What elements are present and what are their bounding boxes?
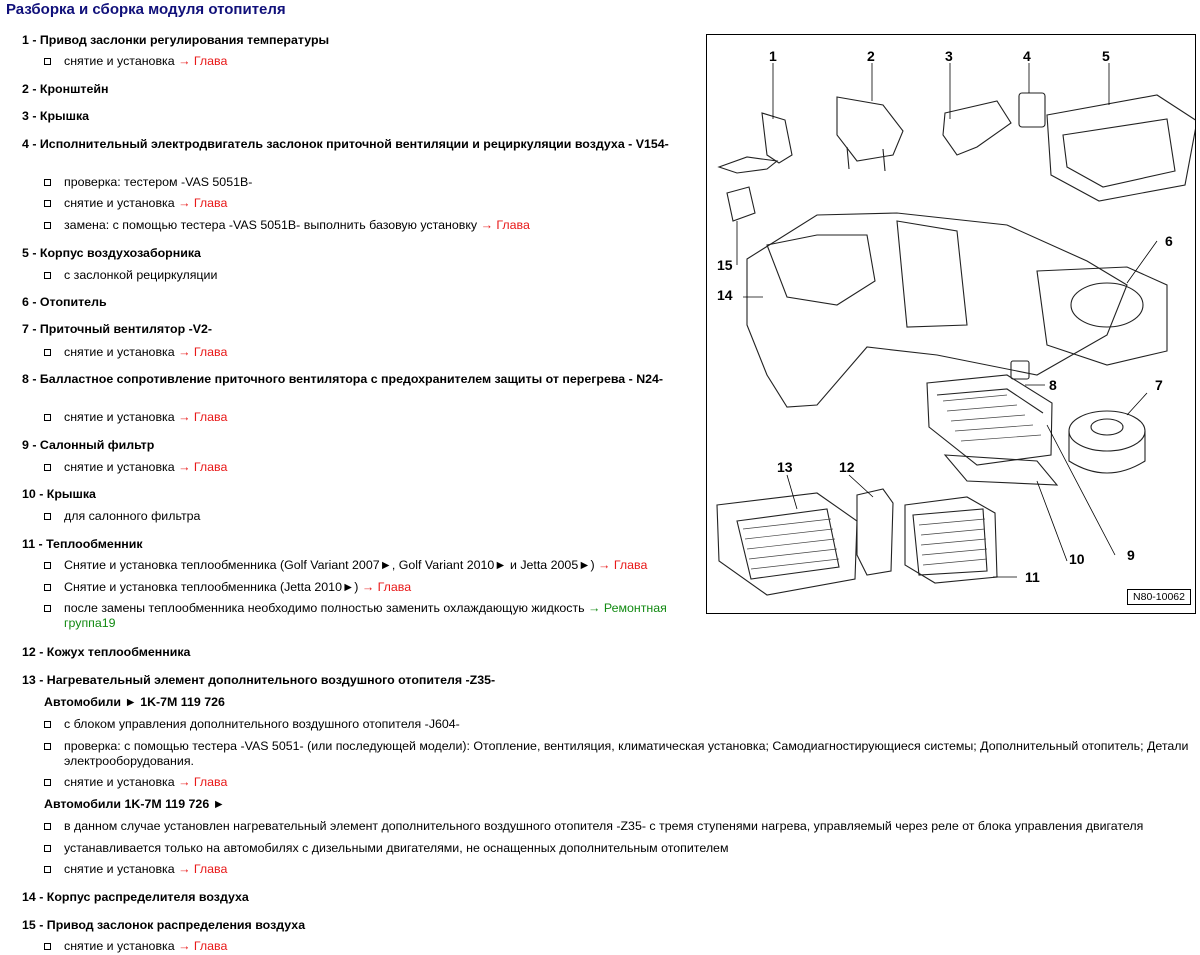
bullet-square-icon xyxy=(44,414,51,421)
bullet-square-icon xyxy=(44,222,51,229)
chapter-link[interactable]: → Глава xyxy=(361,580,412,594)
item-3: 3 - Крышка xyxy=(22,109,90,123)
heater-module-drawing xyxy=(707,35,1195,613)
item-14: 14 - Корпус распределителя воздуха xyxy=(22,890,249,904)
item-10: 10 - Крышка xyxy=(22,487,96,501)
item-9: 9 - Салонный фильтр xyxy=(22,438,155,452)
vehicle-range-before: Автомобили ► 1K-7M 119 726 xyxy=(44,695,225,709)
bullet-square-icon xyxy=(44,866,51,873)
bullet-square-icon xyxy=(44,272,51,279)
callout-3: 3 xyxy=(945,48,953,64)
chapter-link[interactable]: → Глава xyxy=(178,54,228,68)
callout-2: 2 xyxy=(867,48,875,64)
callout-13: 13 xyxy=(777,459,793,475)
item-7: 7 - Приточный вентилятор -V2- xyxy=(22,322,212,336)
bullet-square-icon xyxy=(44,200,51,207)
bullet-square-icon xyxy=(44,743,51,750)
exploded-view-figure xyxy=(706,34,1196,614)
chapter-link[interactable]: → Глава xyxy=(178,410,228,424)
bullet-square-icon xyxy=(44,823,51,830)
item-15: 15 - Привод заслонок распределения воздуха xyxy=(22,918,306,932)
bullet-square-icon xyxy=(44,349,51,356)
item-13: 13 - Нагревательный элемент дополнительного воздушного отопителя -Z35- xyxy=(22,673,496,687)
item-1: 1 - Привод заслонки регулирования температуры xyxy=(22,33,330,47)
callout-8: 8 xyxy=(1049,377,1057,393)
callout-12: 12 xyxy=(839,459,855,475)
bullet-square-icon xyxy=(44,513,51,520)
bullet-square-icon xyxy=(44,721,51,728)
callout-6: 6 xyxy=(1165,233,1173,249)
callout-14: 14 xyxy=(717,287,733,303)
chapter-link[interactable]: → Глава xyxy=(178,775,228,789)
chapter-link[interactable]: → Глава xyxy=(178,460,228,474)
page-title: Разборка и сборка модуля отопителя xyxy=(6,1,286,18)
callout-10: 10 xyxy=(1069,551,1085,567)
bullet-square-icon xyxy=(44,584,51,591)
callout-11: 11 xyxy=(1025,569,1040,585)
item-5: 5 - Корпус воздухозаборника xyxy=(22,246,201,260)
bullet-square-icon xyxy=(44,58,51,65)
chapter-link[interactable]: → Глава xyxy=(178,196,228,210)
bullet-square-icon xyxy=(44,845,51,852)
bullet-square-icon xyxy=(44,562,51,569)
bullet-square-icon xyxy=(44,605,51,612)
item-2: 2 - Кронштейн xyxy=(22,82,109,96)
callout-7: 7 xyxy=(1155,377,1163,393)
chapter-link[interactable]: → Глава xyxy=(178,939,228,953)
vehicle-range-after: Автомобили 1K-7M 119 726 ► xyxy=(44,797,225,811)
item-6: 6 - Отопитель xyxy=(22,295,107,309)
item-4: 4 - Исполнительный электродвигатель заслонок приточной вентиляции и рециркуляции воздуха - V154- xyxy=(22,137,669,151)
figure-code: N80-10062 xyxy=(1127,589,1191,605)
bullet-square-icon xyxy=(44,464,51,471)
callout-9: 9 xyxy=(1127,547,1135,563)
callout-4: 4 xyxy=(1023,48,1031,64)
chapter-link[interactable]: → Глава xyxy=(178,345,228,359)
repair-group-link[interactable]: → Ремонтная группа19 xyxy=(64,601,667,630)
callout-15: 15 xyxy=(717,257,733,273)
item-12: 12 - Кожух теплообменника xyxy=(22,645,191,659)
bullet-square-icon xyxy=(44,179,51,186)
chapter-link[interactable]: → Глава xyxy=(598,558,648,572)
bullet-square-icon xyxy=(44,943,51,950)
item-8: 8 - Балластное сопротивление приточного вентилятора с предохранителем защиты от перегрева - N24- xyxy=(22,372,664,386)
item-11: 11 - Теплообменник xyxy=(22,537,143,551)
callout-1: 1 xyxy=(769,48,777,64)
callout-5: 5 xyxy=(1102,48,1110,64)
bullet-square-icon xyxy=(44,779,51,786)
chapter-link[interactable]: → Глава xyxy=(178,862,228,876)
chapter-link[interactable]: → Глава xyxy=(480,218,530,232)
